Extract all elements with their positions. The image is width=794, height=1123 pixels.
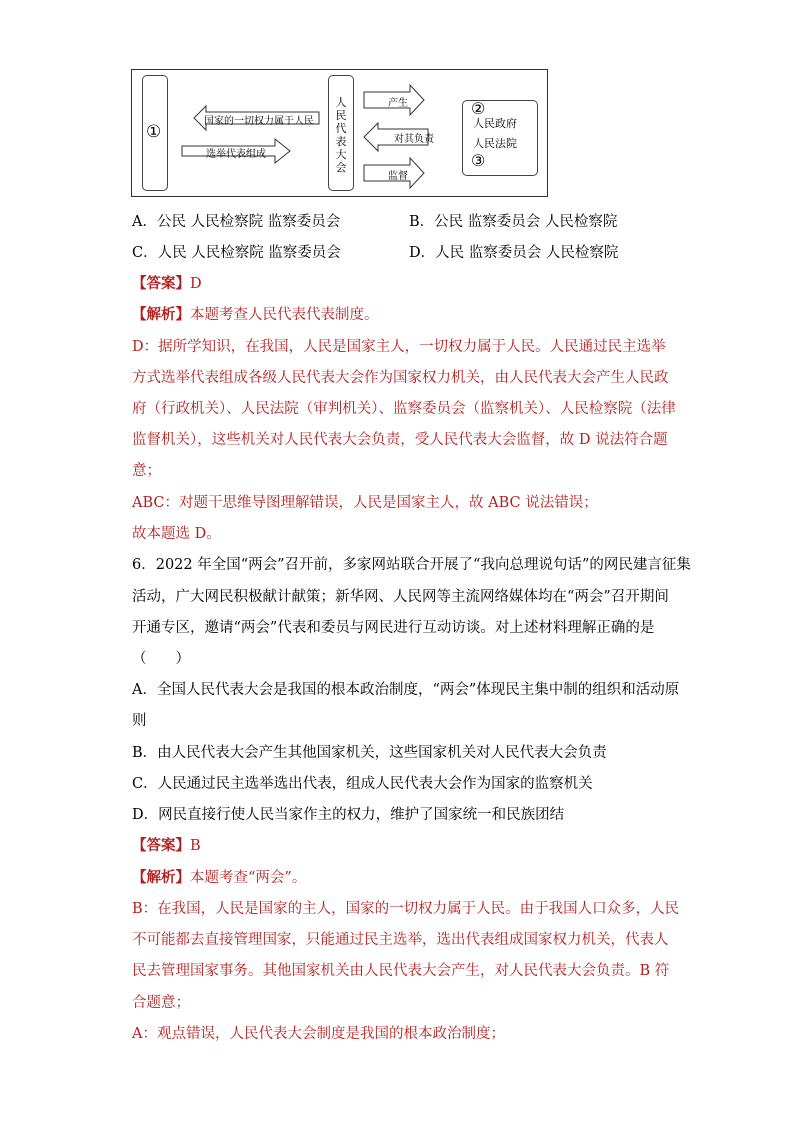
q6-stem-line: 活动，广大网民积极献计献策；新华网、人民网等主流网络媒体均在“两会”召开期间 [132,589,669,605]
q5-answer [132,274,202,294]
q6-stem-line: 开通专区，邀请“两会”代表和委员与网民进行互动访谈。对上述材料理解正确的是 [132,620,655,636]
q5-analysis-line: ABC：对题干思维导图理解错误，人民是国家主人，故 ABC 说法错误； [132,495,598,511]
q6-answer [132,836,201,856]
blank-marker-3: ③ [471,151,486,170]
analysis-tag: 【解析】 [132,869,190,886]
blank-marker-1: ① [146,122,162,142]
q6-option-c: C．人民通过民主选举选出代表，组成人民代表大会作为国家的监察机关 [132,776,593,792]
q5-analysis-line: D：据所学知识，在我国，人民是国家主人，一切权力属于人民。人民通过民主选举 [132,339,666,355]
answer-value: B [190,838,201,854]
q6-analysis-heading [132,868,306,888]
q5-option-b: B．公民 监察委员会 人民检察院 [409,214,618,230]
answer-value: D [190,276,202,292]
structure-diagram [131,69,548,197]
label-responsible: 对其负责 [394,134,434,145]
label-elect: 选举代表组成 [206,149,266,160]
organs-box [462,100,538,176]
label-power-belongs: 国家的一切权力属于人民 [204,116,314,127]
q6-option-a-cont: 则 [132,713,147,729]
q6-analysis-line: 不可能都去直接管理国家，只能通过民主选举，选出代表组成国家权力机关，代表人 [132,932,669,948]
q6-analysis-line: 合题意； [132,995,190,1011]
q5-option-c: C．人民 人民检察院 监察委员会 [132,245,341,261]
q5-option-d: D．人民 监察委员会 人民检察院 [409,245,619,261]
analysis-intro: 本题考查人民代表代表制度。 [190,307,379,323]
analysis-intro: 本题考查“两会”。 [190,870,307,886]
answer-tag: 【答案】 [132,275,190,292]
q6-analysis-line: B：在我国，人民是国家的主人，国家的一切权力属于人民。由于我国人口众多，人民 [132,901,680,917]
label-produce: 产生 [388,98,408,109]
q6-stem-line: 6．2022 年全国“两会”召开前，多家网站联合开展了“我向总理说句话”的网民建言征集 [132,557,691,573]
label-supervise: 监督 [388,171,408,182]
analysis-tag: 【解析】 [132,306,190,323]
q6-option-a: A．全国人民代表大会是我国的根本政治制度，“两会”体现民主集中制的组织和活动原 [132,682,680,698]
q6-analysis-line: A：观点错误，人民代表大会制度是我国的根本政治制度； [132,1026,505,1042]
q5-analysis-line: 府（行政机关）、人民法院（审判机关）、监察委员会（监察机关）、人民检察院（法律 [132,401,676,417]
q5-analysis-heading [132,305,379,325]
q6-stem-line: （ ） [132,651,190,667]
q6-option-b: B．由人民代表大会产生其他国家机关，这些国家机关对人民代表大会负责 [132,745,607,761]
q5-option-a: A．公民 人民检察院 监察委员会 [132,214,341,230]
q5-analysis-line: 方式选举代表组成各级人民代表大会作为国家权力机关，由人民代表大会产生人民政 [132,370,669,386]
q6-option-d: D．网民直接行使人民当家作主的权力，维护了国家统一和民族团结 [132,807,565,823]
q5-conclusion: 故本题选 D。 [132,526,221,542]
q6-analysis-line: 民去管理国家事务。其他国家机关由人民代表大会产生，对人民代表大会负责。B 符 [132,963,670,979]
npc-label: 人 民 代 表 大 会 [335,96,347,174]
pillar-npc [328,75,354,191]
blank-marker-2: ② [471,99,486,118]
people-court: 人民法院 [473,137,517,150]
answer-tag: 【答案】 [132,837,190,854]
q5-analysis-line: 监督机关），这些机关对人民代表大会负责，受人民代表大会监督，故 D 说法符合题 [132,432,668,448]
people-government: 人民政府 [473,117,517,130]
q5-analysis-line: 意； [132,463,161,479]
